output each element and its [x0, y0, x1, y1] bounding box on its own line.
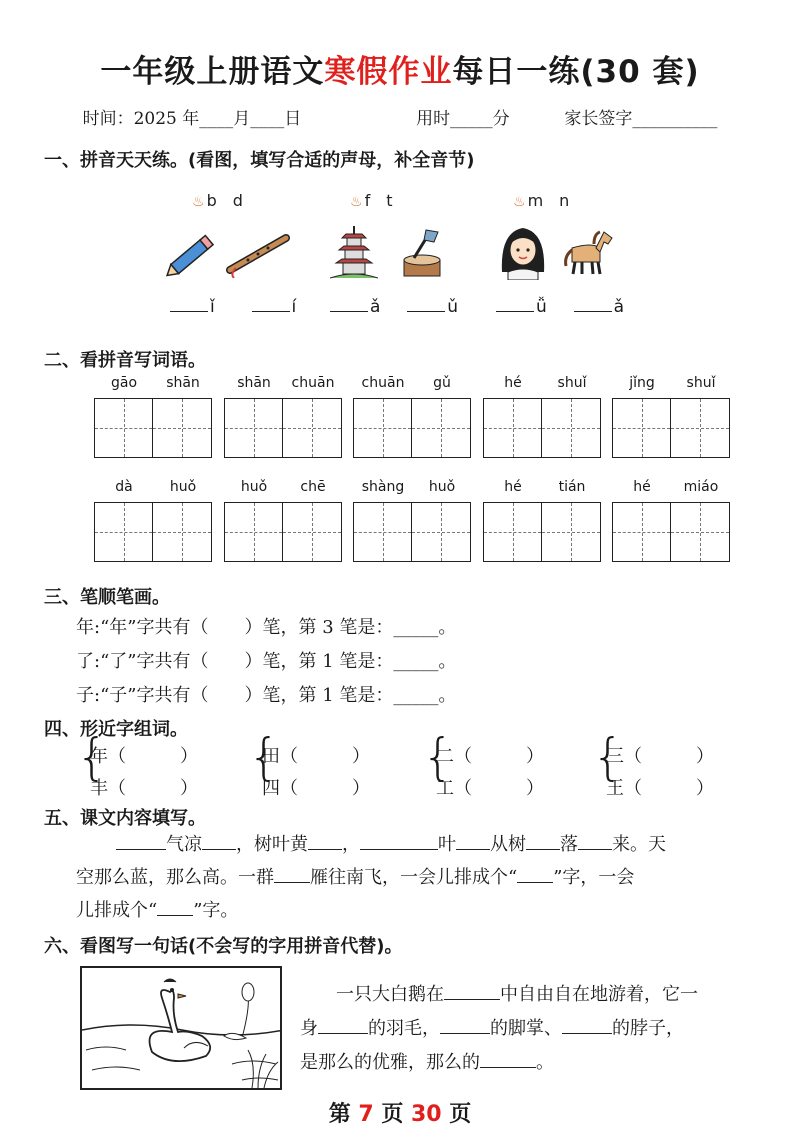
pinyin-label: hé	[633, 479, 651, 495]
writing-grid[interactable]	[353, 502, 471, 562]
writing-grid[interactable]	[353, 398, 471, 458]
writing-grid[interactable]	[94, 502, 212, 562]
similar-char-pair[interactable]: { 二（ ） 工（ ）	[422, 728, 544, 799]
girl-icon	[496, 222, 550, 280]
writing-grid[interactable]	[612, 502, 730, 562]
text-fill-paragraph[interactable]: 气凉 ，树叶黄 ， 叶 从树 落 来。天 空那么蓝，那么高。一群 雁往南飞，一会儿排成个“ ”字，一会 儿排成个“ ”字。	[76, 834, 666, 921]
similar-char-pair[interactable]: { 田（ ） 四（ ）	[248, 728, 370, 799]
writing-grid[interactable]	[224, 398, 342, 458]
pinyin-label: dà	[115, 479, 133, 495]
pinyin-label: shuǐ	[557, 375, 587, 391]
section2-heading: 二、看拼音写词语。	[44, 350, 206, 371]
pinyin-label: chuān	[361, 375, 405, 391]
axe-stump-icon	[396, 226, 448, 280]
pinyin-label: shuǐ	[686, 375, 716, 391]
pinyin-label: miáo	[683, 479, 719, 495]
title-highlight: 寒假作业	[324, 54, 453, 90]
blank-group-1[interactable]: ǐ í	[170, 297, 296, 317]
flute-icon	[224, 230, 292, 278]
writing-grid[interactable]	[483, 398, 601, 458]
blank-group-3[interactable]: ǚ ǎ	[496, 297, 624, 317]
writing-grid[interactable]	[94, 398, 212, 458]
stroke-question[interactable]: 年:“年”字共有（ ）笔，第 3 笔是：_____。	[76, 617, 457, 638]
hint-group-1: ♨ b d	[192, 191, 243, 210]
pinyin-label: huǒ	[240, 479, 268, 495]
pinyin-label: gǔ	[433, 375, 451, 391]
similar-char-pair[interactable]: { 三（ ） 王（ ）	[592, 728, 714, 799]
pinyin-label: jǐng	[629, 375, 655, 391]
duration-field[interactable]: 用时_____分	[416, 109, 510, 129]
goose-illustration	[82, 968, 282, 1090]
pinyin-label: shān	[237, 375, 271, 391]
section5-heading: 五、课文内容填写。	[44, 808, 206, 829]
section1-heading: 一、拼音天天练。(看图，填写合适的声母，补全音节)	[44, 150, 475, 171]
hint-group-2: ♨ f t	[350, 191, 393, 210]
pinyin-label: shān	[166, 375, 200, 391]
pinyin-label: tián	[558, 479, 586, 495]
writing-grid[interactable]	[612, 398, 730, 458]
pinyin-label: gāo	[110, 375, 138, 391]
goose-picture	[80, 966, 282, 1090]
page-title: 一年级上册语文寒假作业每日一练(30 套)	[100, 54, 700, 90]
section3-heading: 三、笔顺笔画。	[44, 587, 170, 608]
writing-grid[interactable]	[483, 502, 601, 562]
stroke-question[interactable]: 子:“子”字共有（ ）笔，第 1 笔是：_____。	[76, 685, 457, 706]
pagoda-icon	[330, 224, 378, 280]
info-line	[0, 104, 800, 129]
pinyin-label: chē	[300, 479, 326, 495]
similar-char-pair[interactable]: { 年（ ） 丰（ ）	[76, 728, 198, 799]
pear-icon: ♨	[192, 194, 205, 210]
pinyin-label: shàng	[361, 479, 405, 495]
pinyin-label: huǒ	[428, 479, 456, 495]
pinyin-label: hé	[504, 479, 522, 495]
section6-heading: 六、看图写一句话(不会写的字用拼音代替)。	[44, 936, 403, 957]
hint-group-3: ♨ m n	[513, 191, 570, 210]
writing-grid[interactable]	[224, 502, 342, 562]
pinyin-label: hé	[504, 375, 522, 391]
pinyin-label: chuān	[291, 375, 335, 391]
page-number: 第 7 页 30 页	[328, 1102, 472, 1127]
pencil-icon	[166, 228, 220, 282]
pear-icon: ♨	[350, 194, 363, 210]
horse-icon	[560, 222, 616, 278]
stroke-question[interactable]: 了:“了”字共有（ ）笔，第 1 笔是：_____。	[76, 651, 457, 672]
parent-signature-field[interactable]: 家长签字__________	[564, 109, 718, 129]
pear-icon: ♨	[513, 194, 526, 210]
blank-group-2[interactable]: ǎ ǔ	[330, 297, 458, 317]
picture-description[interactable]: 一只大白鹅在 中自由自在地游着，它一 身 的羽毛， 的脚掌、 的脖子， 是那么的优雅，那么的 。	[300, 984, 698, 1073]
section4-heading: 四、形近字组词。	[44, 719, 188, 740]
pinyin-label: huǒ	[169, 479, 197, 495]
time-field[interactable]: 时间：2025 年____月____日	[82, 109, 302, 129]
